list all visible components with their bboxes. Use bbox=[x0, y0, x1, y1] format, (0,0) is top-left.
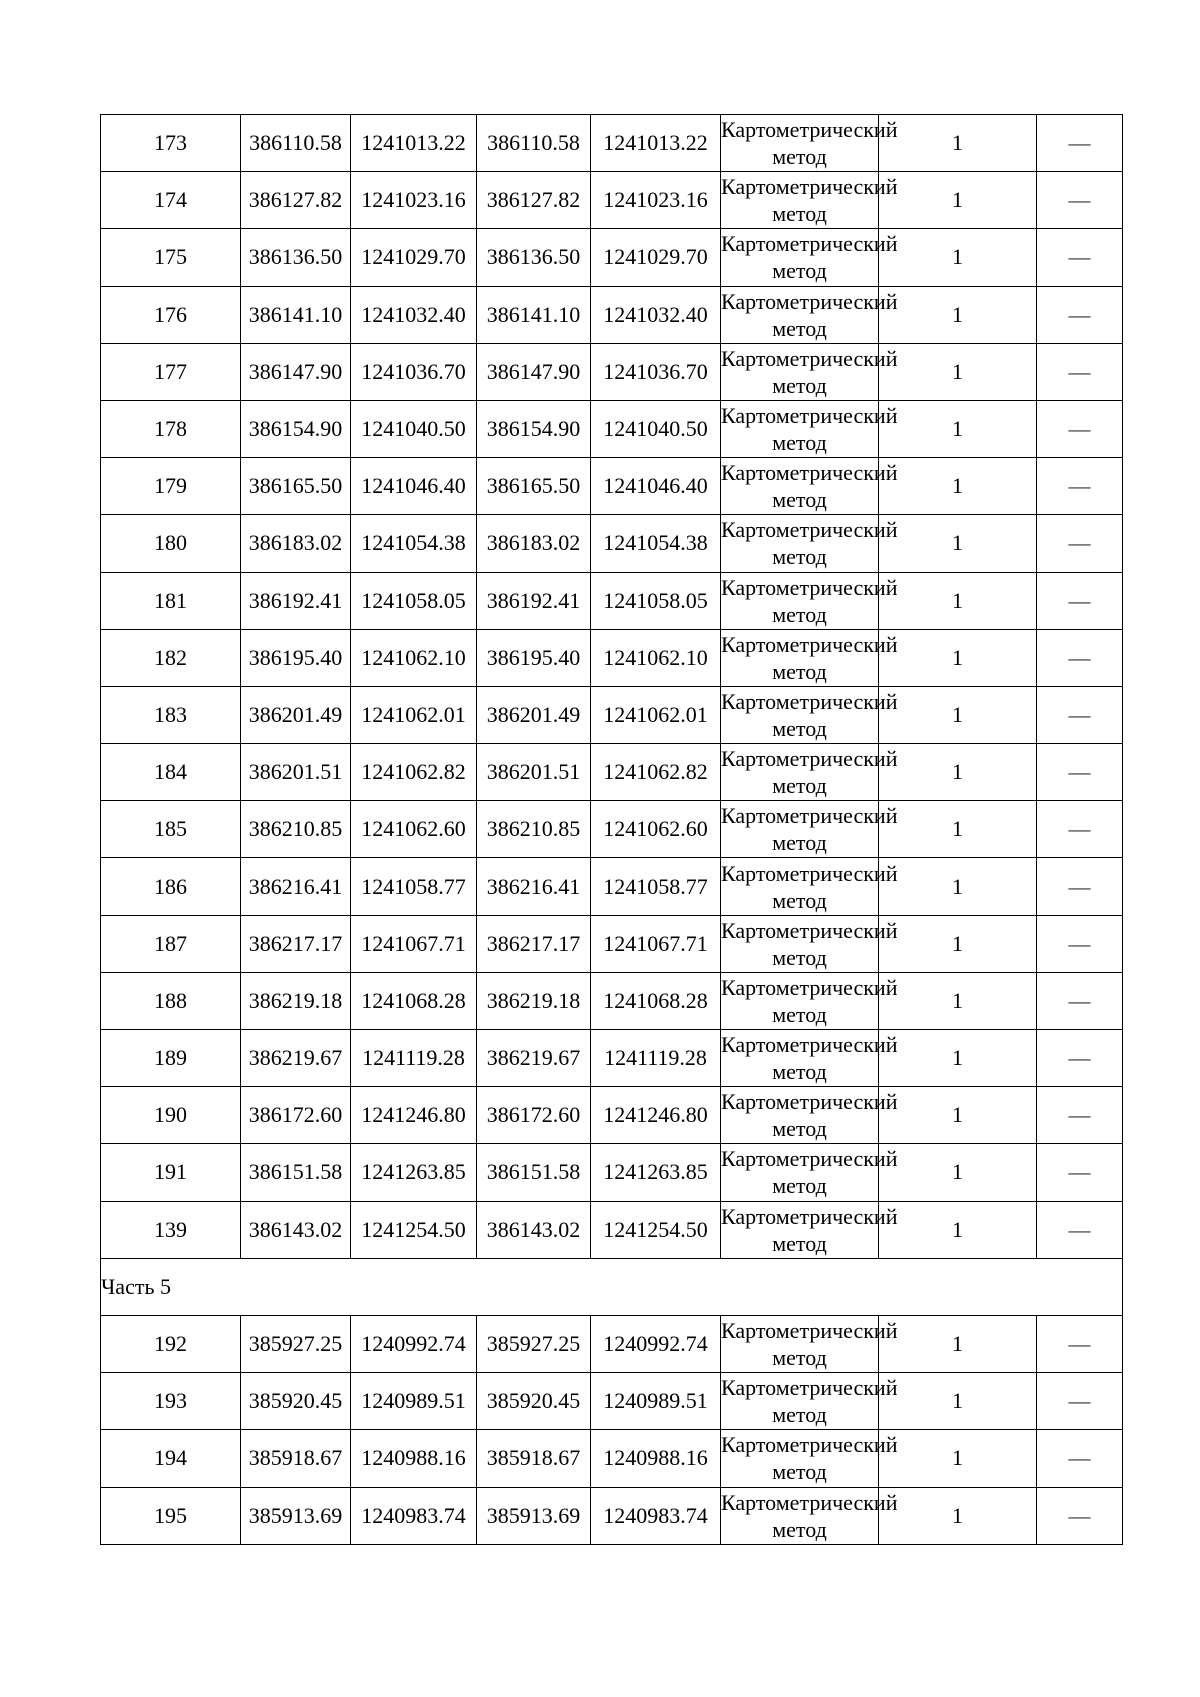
section-label: Часть 5 bbox=[101, 1258, 1123, 1315]
x-new-cell: 386201.51 bbox=[477, 744, 591, 801]
x-existing-cell: 386143.02 bbox=[241, 1201, 351, 1258]
description-cell: — bbox=[1037, 629, 1123, 686]
accuracy-cell: 1 bbox=[879, 858, 1037, 915]
y-new-cell: 1241062.10 bbox=[591, 629, 721, 686]
y-existing-cell: 1241032.40 bbox=[351, 286, 477, 343]
method-cell: Картометрический метод bbox=[721, 115, 879, 172]
x-existing-cell: 385920.45 bbox=[241, 1373, 351, 1430]
x-new-cell: 386143.02 bbox=[477, 1201, 591, 1258]
x-new-cell: 386147.90 bbox=[477, 343, 591, 400]
coordinates-table bbox=[100, 114, 1123, 1545]
point-number-cell: 178 bbox=[101, 400, 241, 457]
method-cell: Картометрический метод bbox=[721, 858, 879, 915]
point-number-cell: 186 bbox=[101, 858, 241, 915]
y-new-cell: 1241119.28 bbox=[591, 1030, 721, 1087]
method-cell: Картометрический метод bbox=[721, 915, 879, 972]
description-cell: — bbox=[1037, 744, 1123, 801]
accuracy-cell: 1 bbox=[879, 229, 1037, 286]
x-new-cell: 386201.49 bbox=[477, 686, 591, 743]
accuracy-cell: 1 bbox=[879, 1487, 1037, 1544]
table-row bbox=[101, 515, 1123, 572]
point-number-cell: 183 bbox=[101, 686, 241, 743]
y-new-cell: 1241029.70 bbox=[591, 229, 721, 286]
y-new-cell: 1241246.80 bbox=[591, 1087, 721, 1144]
method-cell: Картометрический метод bbox=[721, 1144, 879, 1201]
x-new-cell: 386154.90 bbox=[477, 400, 591, 457]
accuracy-cell: 1 bbox=[879, 1030, 1037, 1087]
point-number-cell: 180 bbox=[101, 515, 241, 572]
x-existing-cell: 386172.60 bbox=[241, 1087, 351, 1144]
method-cell: Картометрический метод bbox=[721, 972, 879, 1029]
method-cell: Картометрический метод bbox=[721, 801, 879, 858]
method-cell: Картометрический метод bbox=[721, 343, 879, 400]
x-new-cell: 385920.45 bbox=[477, 1373, 591, 1430]
table-row bbox=[101, 286, 1123, 343]
description-cell: — bbox=[1037, 686, 1123, 743]
x-existing-cell: 386195.40 bbox=[241, 629, 351, 686]
y-existing-cell: 1240983.74 bbox=[351, 1487, 477, 1544]
x-existing-cell: 386201.49 bbox=[241, 686, 351, 743]
x-existing-cell: 386192.41 bbox=[241, 572, 351, 629]
accuracy-cell: 1 bbox=[879, 115, 1037, 172]
description-cell: — bbox=[1037, 915, 1123, 972]
description-cell: — bbox=[1037, 1430, 1123, 1487]
y-new-cell: 1240989.51 bbox=[591, 1373, 721, 1430]
x-new-cell: 386219.67 bbox=[477, 1030, 591, 1087]
point-number-cell: 190 bbox=[101, 1087, 241, 1144]
method-cell: Картометрический метод bbox=[721, 1315, 879, 1372]
method-cell: Картометрический метод bbox=[721, 1201, 879, 1258]
y-new-cell: 1241058.05 bbox=[591, 572, 721, 629]
y-existing-cell: 1241040.50 bbox=[351, 400, 477, 457]
description-cell: — bbox=[1037, 515, 1123, 572]
accuracy-cell: 1 bbox=[879, 400, 1037, 457]
point-number-cell: 189 bbox=[101, 1030, 241, 1087]
x-existing-cell: 386201.51 bbox=[241, 744, 351, 801]
x-existing-cell: 386110.58 bbox=[241, 115, 351, 172]
table-row bbox=[101, 1430, 1123, 1487]
y-existing-cell: 1241013.22 bbox=[351, 115, 477, 172]
method-cell: Картометрический метод bbox=[721, 744, 879, 801]
accuracy-cell: 1 bbox=[879, 1144, 1037, 1201]
point-number-cell: 179 bbox=[101, 458, 241, 515]
point-number-cell: 184 bbox=[101, 744, 241, 801]
method-cell: Картометрический метод bbox=[721, 400, 879, 457]
y-new-cell: 1241062.82 bbox=[591, 744, 721, 801]
y-new-cell: 1241058.77 bbox=[591, 858, 721, 915]
accuracy-cell: 1 bbox=[879, 1087, 1037, 1144]
description-cell: — bbox=[1037, 1030, 1123, 1087]
point-number-cell: 193 bbox=[101, 1373, 241, 1430]
x-existing-cell: 386219.67 bbox=[241, 1030, 351, 1087]
accuracy-cell: 1 bbox=[879, 972, 1037, 1029]
table-row bbox=[101, 1087, 1123, 1144]
y-existing-cell: 1241062.10 bbox=[351, 629, 477, 686]
method-cell: Картометрический метод bbox=[721, 1373, 879, 1430]
description-cell: — bbox=[1037, 1373, 1123, 1430]
table-row bbox=[101, 1315, 1123, 1372]
accuracy-cell: 1 bbox=[879, 572, 1037, 629]
y-new-cell: 1241040.50 bbox=[591, 400, 721, 457]
point-number-cell: 175 bbox=[101, 229, 241, 286]
table-row bbox=[101, 801, 1123, 858]
description-cell: — bbox=[1037, 400, 1123, 457]
y-existing-cell: 1241263.85 bbox=[351, 1144, 477, 1201]
point-number-cell: 194 bbox=[101, 1430, 241, 1487]
x-existing-cell: 386217.17 bbox=[241, 915, 351, 972]
table-row bbox=[101, 1487, 1123, 1544]
accuracy-cell: 1 bbox=[879, 1315, 1037, 1372]
y-new-cell: 1240992.74 bbox=[591, 1315, 721, 1372]
accuracy-cell: 1 bbox=[879, 686, 1037, 743]
table-row bbox=[101, 858, 1123, 915]
table-row bbox=[101, 915, 1123, 972]
point-number-cell: 187 bbox=[101, 915, 241, 972]
x-existing-cell: 385927.25 bbox=[241, 1315, 351, 1372]
description-cell: — bbox=[1037, 115, 1123, 172]
y-new-cell: 1241254.50 bbox=[591, 1201, 721, 1258]
y-existing-cell: 1241062.82 bbox=[351, 744, 477, 801]
accuracy-cell: 1 bbox=[879, 458, 1037, 515]
point-number-cell: 182 bbox=[101, 629, 241, 686]
y-existing-cell: 1240992.74 bbox=[351, 1315, 477, 1372]
point-number-cell: 173 bbox=[101, 115, 241, 172]
x-new-cell: 386136.50 bbox=[477, 229, 591, 286]
y-new-cell: 1241023.16 bbox=[591, 172, 721, 229]
accuracy-cell: 1 bbox=[879, 1201, 1037, 1258]
y-existing-cell: 1240988.16 bbox=[351, 1430, 477, 1487]
table-row bbox=[101, 1201, 1123, 1258]
table-row bbox=[101, 686, 1123, 743]
method-cell: Картометрический метод bbox=[721, 286, 879, 343]
y-existing-cell: 1241068.28 bbox=[351, 972, 477, 1029]
y-existing-cell: 1241254.50 bbox=[351, 1201, 477, 1258]
accuracy-cell: 1 bbox=[879, 915, 1037, 972]
method-cell: Картометрический метод bbox=[721, 229, 879, 286]
method-cell: Картометрический метод bbox=[721, 1487, 879, 1544]
accuracy-cell: 1 bbox=[879, 343, 1037, 400]
point-number-cell: 185 bbox=[101, 801, 241, 858]
point-number-cell: 174 bbox=[101, 172, 241, 229]
y-new-cell: 1241062.01 bbox=[591, 686, 721, 743]
x-existing-cell: 386165.50 bbox=[241, 458, 351, 515]
table-row bbox=[101, 744, 1123, 801]
description-cell: — bbox=[1037, 458, 1123, 515]
point-number-cell: 139 bbox=[101, 1201, 241, 1258]
point-number-cell: 176 bbox=[101, 286, 241, 343]
point-number-cell: 181 bbox=[101, 572, 241, 629]
description-cell: — bbox=[1037, 1487, 1123, 1544]
x-new-cell: 386192.41 bbox=[477, 572, 591, 629]
description-cell: — bbox=[1037, 801, 1123, 858]
method-cell: Картометрический метод bbox=[721, 515, 879, 572]
description-cell: — bbox=[1037, 572, 1123, 629]
x-existing-cell: 386147.90 bbox=[241, 343, 351, 400]
description-cell: — bbox=[1037, 343, 1123, 400]
x-new-cell: 386216.41 bbox=[477, 858, 591, 915]
description-cell: — bbox=[1037, 286, 1123, 343]
y-new-cell: 1241013.22 bbox=[591, 115, 721, 172]
table-row bbox=[101, 572, 1123, 629]
x-new-cell: 386165.50 bbox=[477, 458, 591, 515]
description-cell: — bbox=[1037, 1201, 1123, 1258]
x-existing-cell: 386151.58 bbox=[241, 1144, 351, 1201]
x-new-cell: 386141.10 bbox=[477, 286, 591, 343]
x-existing-cell: 386136.50 bbox=[241, 229, 351, 286]
y-existing-cell: 1241054.38 bbox=[351, 515, 477, 572]
description-cell: — bbox=[1037, 1144, 1123, 1201]
method-cell: Картометрический метод bbox=[721, 458, 879, 515]
y-existing-cell: 1241058.05 bbox=[351, 572, 477, 629]
x-new-cell: 386110.58 bbox=[477, 115, 591, 172]
y-new-cell: 1241046.40 bbox=[591, 458, 721, 515]
x-new-cell: 385918.67 bbox=[477, 1430, 591, 1487]
x-existing-cell: 386219.18 bbox=[241, 972, 351, 1029]
y-existing-cell: 1241029.70 bbox=[351, 229, 477, 286]
y-new-cell: 1240983.74 bbox=[591, 1487, 721, 1544]
point-number-cell: 177 bbox=[101, 343, 241, 400]
y-existing-cell: 1241067.71 bbox=[351, 915, 477, 972]
x-existing-cell: 385918.67 bbox=[241, 1430, 351, 1487]
y-new-cell: 1241263.85 bbox=[591, 1144, 721, 1201]
table-row bbox=[101, 1373, 1123, 1430]
y-existing-cell: 1241023.16 bbox=[351, 172, 477, 229]
y-existing-cell: 1241058.77 bbox=[351, 858, 477, 915]
method-cell: Картометрический метод bbox=[721, 629, 879, 686]
y-new-cell: 1241032.40 bbox=[591, 286, 721, 343]
description-cell: — bbox=[1037, 972, 1123, 1029]
description-cell: — bbox=[1037, 1087, 1123, 1144]
table-row bbox=[101, 1144, 1123, 1201]
point-number-cell: 192 bbox=[101, 1315, 241, 1372]
description-cell: — bbox=[1037, 1315, 1123, 1372]
x-new-cell: 385913.69 bbox=[477, 1487, 591, 1544]
point-number-cell: 191 bbox=[101, 1144, 241, 1201]
table-row bbox=[101, 458, 1123, 515]
accuracy-cell: 1 bbox=[879, 286, 1037, 343]
y-new-cell: 1241036.70 bbox=[591, 343, 721, 400]
y-existing-cell: 1241046.40 bbox=[351, 458, 477, 515]
table-row bbox=[101, 229, 1123, 286]
table-row bbox=[101, 115, 1123, 172]
table-row bbox=[101, 972, 1123, 1029]
table-row bbox=[101, 172, 1123, 229]
y-existing-cell: 1240989.51 bbox=[351, 1373, 477, 1430]
x-new-cell: 386217.17 bbox=[477, 915, 591, 972]
y-existing-cell: 1241246.80 bbox=[351, 1087, 477, 1144]
method-cell: Картометрический метод bbox=[721, 1087, 879, 1144]
x-new-cell: 386195.40 bbox=[477, 629, 591, 686]
x-new-cell: 386210.85 bbox=[477, 801, 591, 858]
y-existing-cell: 1241036.70 bbox=[351, 343, 477, 400]
table-row bbox=[101, 343, 1123, 400]
x-existing-cell: 386127.82 bbox=[241, 172, 351, 229]
x-new-cell: 386172.60 bbox=[477, 1087, 591, 1144]
y-new-cell: 1241067.71 bbox=[591, 915, 721, 972]
description-cell: — bbox=[1037, 229, 1123, 286]
y-existing-cell: 1241062.01 bbox=[351, 686, 477, 743]
y-new-cell: 1241054.38 bbox=[591, 515, 721, 572]
x-new-cell: 385927.25 bbox=[477, 1315, 591, 1372]
method-cell: Картометрический метод bbox=[721, 686, 879, 743]
y-new-cell: 1241062.60 bbox=[591, 801, 721, 858]
accuracy-cell: 1 bbox=[879, 172, 1037, 229]
method-cell: Картометрический метод bbox=[721, 572, 879, 629]
x-new-cell: 386127.82 bbox=[477, 172, 591, 229]
x-existing-cell: 386210.85 bbox=[241, 801, 351, 858]
method-cell: Картометрический метод bbox=[721, 172, 879, 229]
y-new-cell: 1240988.16 bbox=[591, 1430, 721, 1487]
description-cell: — bbox=[1037, 172, 1123, 229]
section-row bbox=[101, 1258, 1123, 1315]
y-existing-cell: 1241062.60 bbox=[351, 801, 477, 858]
accuracy-cell: 1 bbox=[879, 629, 1037, 686]
x-new-cell: 386219.18 bbox=[477, 972, 591, 1029]
x-existing-cell: 386154.90 bbox=[241, 400, 351, 457]
x-existing-cell: 386183.02 bbox=[241, 515, 351, 572]
x-new-cell: 386151.58 bbox=[477, 1144, 591, 1201]
table-row bbox=[101, 629, 1123, 686]
x-existing-cell: 386216.41 bbox=[241, 858, 351, 915]
point-number-cell: 195 bbox=[101, 1487, 241, 1544]
table-row bbox=[101, 1030, 1123, 1087]
accuracy-cell: 1 bbox=[879, 1373, 1037, 1430]
description-cell: — bbox=[1037, 858, 1123, 915]
method-cell: Картометрический метод bbox=[721, 1430, 879, 1487]
table-row bbox=[101, 400, 1123, 457]
x-existing-cell: 386141.10 bbox=[241, 286, 351, 343]
x-new-cell: 386183.02 bbox=[477, 515, 591, 572]
x-existing-cell: 385913.69 bbox=[241, 1487, 351, 1544]
accuracy-cell: 1 bbox=[879, 744, 1037, 801]
accuracy-cell: 1 bbox=[879, 1430, 1037, 1487]
y-existing-cell: 1241119.28 bbox=[351, 1030, 477, 1087]
y-new-cell: 1241068.28 bbox=[591, 972, 721, 1029]
method-cell: Картометрический метод bbox=[721, 1030, 879, 1087]
table-body bbox=[101, 115, 1123, 1545]
point-number-cell: 188 bbox=[101, 972, 241, 1029]
accuracy-cell: 1 bbox=[879, 515, 1037, 572]
accuracy-cell: 1 bbox=[879, 801, 1037, 858]
